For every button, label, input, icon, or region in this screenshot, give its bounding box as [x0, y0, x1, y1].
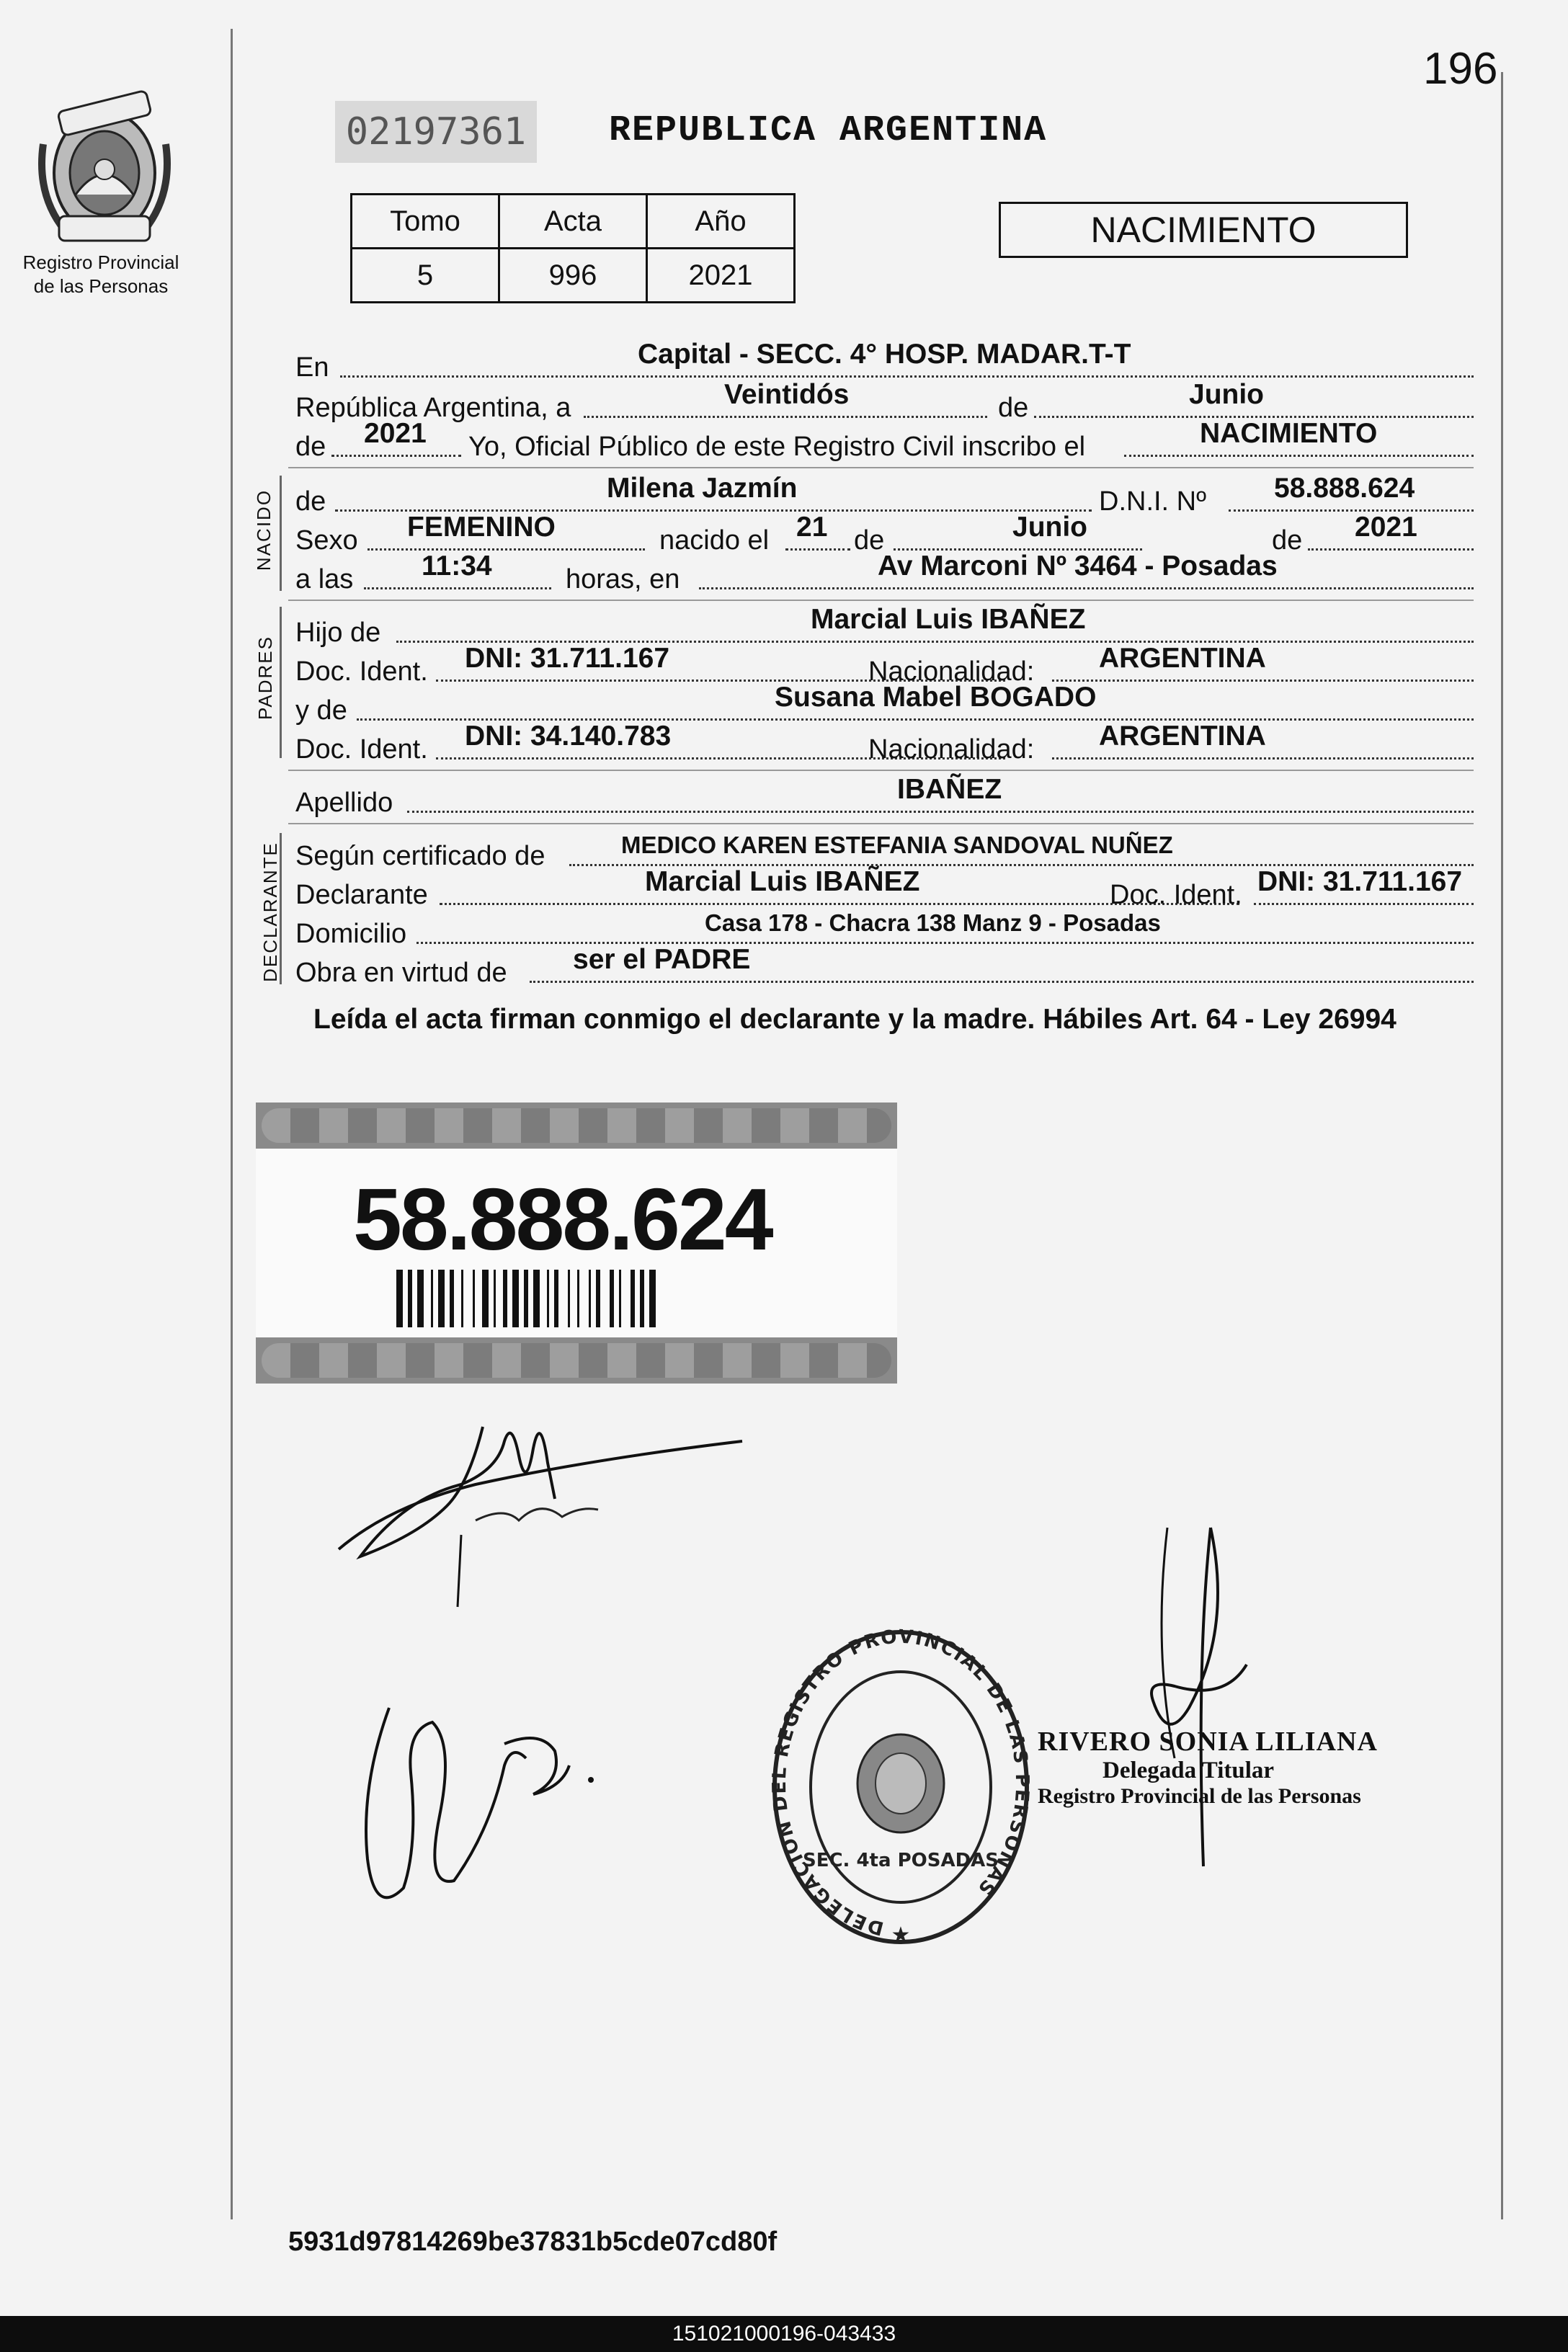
barcode-bar [631, 1270, 635, 1327]
barcode-bar [533, 1270, 540, 1327]
row-domicilio [295, 911, 1474, 950]
acta-header: Acta [499, 195, 647, 249]
anio-header: Año [647, 195, 795, 249]
declarante-label: Declarante [295, 880, 428, 910]
section-separator [288, 823, 1474, 824]
dotted-line [1254, 903, 1474, 905]
month-value: Junio [1189, 379, 1264, 410]
de-label: de [295, 486, 326, 517]
row-en [295, 339, 1474, 383]
nacido-side-label: NACIDO [253, 489, 275, 571]
page-number: 196 [1423, 44, 1498, 94]
padres-bar [280, 607, 282, 758]
anio-value: 2021 [647, 249, 795, 303]
sexo-value: FEMENINO [407, 512, 556, 543]
oficial-text: Yo, Oficial Público de este Registro Civil inscribo el [468, 432, 1086, 462]
row-oficial [295, 418, 1474, 463]
record-type-box: NACIMIENTO [999, 202, 1408, 258]
dotted-line [699, 587, 1474, 589]
en-label: En [295, 352, 329, 383]
sexo-label: Sexo [295, 525, 358, 556]
barcode-bar [417, 1270, 424, 1327]
republica-label: República Argentina, a [295, 393, 571, 423]
nacionalidad-label: Nacionalidad: [868, 656, 1035, 687]
mother-name: Susana Mabel BOGADO [775, 682, 1097, 713]
barcode-bar [461, 1270, 463, 1327]
dotted-line [1229, 509, 1474, 512]
document-hash: 5931d97814269be37831b5cde07cd80f [288, 2227, 778, 2257]
dotted-line [407, 811, 1474, 813]
section-separator [288, 770, 1474, 771]
dni-label: D.N.I. Nº [1099, 486, 1206, 517]
mother-doc: DNI: 34.140.783 [465, 721, 672, 752]
y-de-label: y de [295, 695, 347, 726]
obra-value: ser el PADRE [573, 944, 751, 975]
declarante-side-label: DECLARANTE [259, 842, 281, 982]
acta-value: 996 [499, 249, 647, 303]
father-nationality: ARGENTINA [1099, 643, 1266, 674]
sticker-band-top [256, 1102, 897, 1149]
right-margin-line [1501, 72, 1503, 2219]
tomo-value: 5 [352, 249, 499, 303]
barcode-bar [649, 1270, 656, 1327]
barcode-bar [396, 1270, 403, 1327]
child-name: Milena Jazmín [607, 473, 798, 504]
father-doc: DNI: 31.711.167 [465, 643, 670, 674]
barcode-bar [503, 1270, 507, 1327]
barcode-bar [547, 1270, 549, 1327]
logo-caption-line-1: Registro Provincial [22, 251, 179, 273]
sticker-band-bottom [256, 1337, 897, 1384]
row-nacido-hora [295, 551, 1474, 595]
registry-table [350, 193, 796, 303]
barcode-bar [554, 1270, 558, 1327]
barcode-bar [524, 1270, 528, 1327]
horas-label: horas, en [566, 564, 680, 594]
row-mother-doc [295, 721, 1474, 765]
de-label-3: de [1272, 525, 1303, 556]
mother-nationality: ARGENTINA [1099, 721, 1266, 752]
act-value: NACIMIENTO [1200, 418, 1378, 449]
document-title: REPUBLICA ARGENTINA [609, 110, 1048, 151]
year-value: 2021 [364, 418, 427, 449]
dotted-line [331, 455, 461, 457]
en-value: Capital - SECC. 4° HOSP. MADAR.T-T [638, 339, 1131, 370]
left-margin-line [231, 29, 233, 2219]
official-name: RIVERO SONIA LILIANA [1038, 1727, 1378, 1757]
barcode-bar [473, 1270, 475, 1327]
footer-code-bar: 151021000196-043433 [0, 2316, 1568, 2352]
certificado-value: MEDICO KAREN ESTEFANIA SANDOVAL NUÑEZ [621, 832, 1173, 858]
birth-year: 2021 [1355, 512, 1417, 543]
dotted-line [785, 548, 850, 551]
dotted-line [368, 548, 645, 551]
row-apellido [295, 774, 1474, 819]
doc-ident-label: Doc. Ident. [295, 734, 428, 765]
barcode-bar [589, 1270, 591, 1327]
barcode-bar [431, 1270, 433, 1327]
dotted-line [1124, 455, 1474, 457]
dotted-line [1052, 680, 1474, 682]
birth-place: Av Marconi Nº 3464 - Posadas [878, 551, 1278, 582]
row-obra [295, 944, 1474, 989]
misiones-emblem-icon [29, 86, 180, 252]
hijo-de-label: Hijo de [295, 618, 381, 648]
barcode-bar [577, 1270, 579, 1327]
child-dni: 58.888.624 [1274, 473, 1415, 504]
nacido-bar [280, 476, 282, 591]
section-separator [288, 600, 1474, 601]
barcode-bar [619, 1270, 621, 1327]
declarant-signature-icon [331, 1398, 764, 1614]
mother-signature-icon [346, 1701, 620, 1931]
barcode-bar [408, 1270, 412, 1327]
de-label: de [998, 393, 1029, 423]
barcode-bar [568, 1270, 570, 1327]
doc-ident-label: Doc. Ident. [1110, 880, 1242, 910]
barcode-bar [610, 1270, 614, 1327]
logo-caption-line-2: de las Personas [33, 275, 169, 297]
obra-label: Obra en virtud de [295, 958, 507, 988]
domicilio-label: Domicilio [295, 919, 407, 949]
official-title: Delegada Titular [1102, 1758, 1275, 1783]
doc-ident-label: Doc. Ident. [295, 656, 428, 687]
de2-label: de [295, 432, 326, 462]
closing-statement: Leída el acta firman conmigo el declarante y la madre. Hábiles Art. 64 - Ley 26994 [313, 1004, 1396, 1035]
dotted-line [530, 981, 1474, 983]
seal-ring-text: DELEGACION DEL REGISTRO PROVINCIAL DE LAS PERSONAS [768, 1626, 1033, 1939]
dni-sticker [256, 1102, 897, 1384]
barcode-bar [450, 1270, 454, 1327]
birth-month: Junio [1012, 512, 1087, 543]
barcode-bar [494, 1270, 496, 1327]
seal-star-icon: ★ [891, 1923, 911, 1947]
barcode-bar [640, 1270, 644, 1327]
nacionalidad-label: Nacionalidad: [868, 734, 1035, 765]
registry-seal-icon [764, 1621, 1038, 1953]
barcode-bar [438, 1270, 445, 1327]
declarante-name: Marcial Luis IBAÑEZ [645, 866, 920, 897]
barcode-bar [512, 1270, 519, 1327]
a-las-label: a las [295, 564, 354, 594]
apellido-value: IBAÑEZ [897, 774, 1002, 805]
birth-time: 11:34 [422, 551, 492, 582]
declarante-doc: DNI: 31.711.167 [1257, 866, 1463, 897]
barcode-bar [596, 1270, 600, 1327]
day-value: Veintidós [724, 379, 850, 410]
official-registry: Registro Provincial de las Personas [1038, 1784, 1361, 1808]
certificado-label: Según certificado de [295, 841, 545, 871]
section-separator [288, 467, 1474, 468]
seal-inner-text: SEC. 4ta POSADAS [802, 1850, 999, 1871]
nacido-el-label: nacido el [659, 525, 770, 556]
dotted-line [584, 416, 987, 418]
dotted-line [1308, 548, 1474, 551]
row-declarante [295, 866, 1474, 911]
serial-number: 02197361 [335, 101, 537, 163]
domicilio-value: Casa 178 - Chacra 138 Manz 9 - Posadas [705, 909, 1161, 936]
official-signature-icon [1124, 1520, 1268, 1881]
official-stamp [1038, 1726, 1412, 1809]
father-name: Marcial Luis IBAÑEZ [811, 604, 1086, 635]
tomo-header: Tomo [352, 195, 499, 249]
barcode-icon [396, 1270, 757, 1327]
sticker-dni-number: 58.888.624 [353, 1170, 772, 1268]
padres-side-label: PADRES [254, 636, 276, 720]
birth-day: 21 [796, 512, 828, 543]
de-label-2: de [854, 525, 885, 556]
apellido-label: Apellido [295, 788, 393, 818]
provincial-logo [22, 86, 180, 303]
dotted-line [364, 587, 551, 589]
dotted-line [1052, 757, 1474, 760]
barcode-bar [482, 1270, 489, 1327]
dotted-line [340, 375, 1474, 378]
